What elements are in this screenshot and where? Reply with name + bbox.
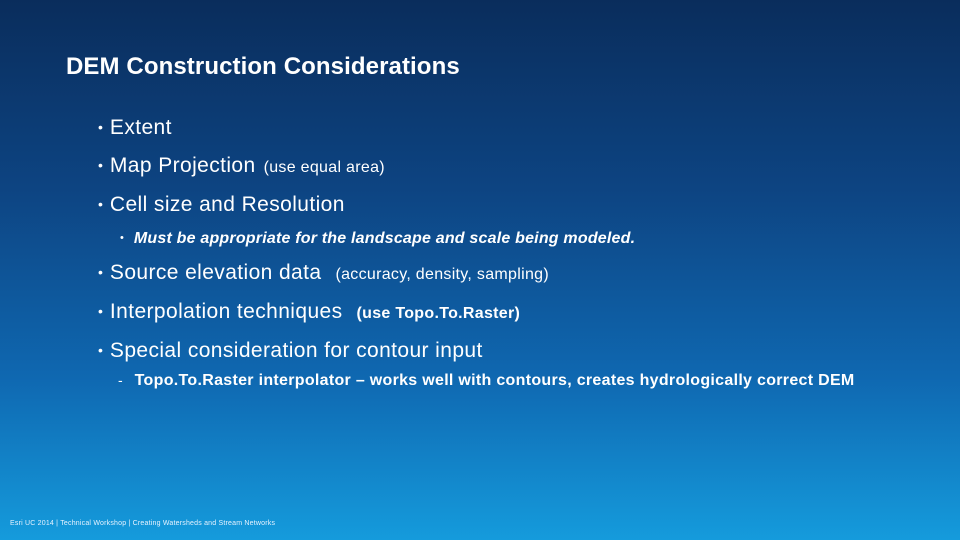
slide-title: DEM Construction Considerations: [66, 53, 460, 80]
bullet-interpolation: [98, 300, 520, 324]
slide-footer: Esri UC 2014 | Technical Workshop | Creating Watersheds and Stream Networks: [10, 520, 276, 527]
sub-bullet-text: Must be appropriate for the landscape and scale being modeled.: [133, 230, 636, 247]
bullet-dot-icon: •: [98, 342, 103, 358]
bullet-source-elevation: [98, 261, 549, 285]
bullet-note: (use equal area): [263, 159, 385, 176]
dash-item: [118, 372, 855, 390]
bullet-map-projection: [98, 154, 385, 178]
bullet-text: Extent: [109, 116, 172, 139]
bullet-text: Source elevation data: [109, 261, 322, 284]
bullet-contour-input: [98, 339, 483, 363]
bullet-note: (accuracy, density, sampling): [335, 266, 549, 283]
bullet-text: Special consideration for contour input: [109, 339, 483, 362]
bullet-dot-icon: •: [98, 119, 103, 135]
bullet-dot-icon: •: [98, 157, 103, 173]
bullet-dot-icon: •: [98, 196, 103, 212]
bullet-text: Map Projection: [109, 154, 256, 177]
bullet-dot-icon: •: [98, 264, 103, 280]
bullet-dot-icon: •: [98, 303, 103, 319]
sub-bullet-dot-icon: •: [120, 232, 124, 244]
dash-icon: -: [118, 372, 123, 388]
bullet-cell-size: [98, 193, 345, 217]
sub-bullet: [120, 230, 635, 248]
bullet-note: (use Topo.To.Raster): [356, 305, 521, 322]
bullet-text: Cell size and Resolution: [109, 193, 345, 216]
bullet-extent: [98, 116, 172, 140]
bullet-text: Interpolation techniques: [109, 300, 343, 323]
dash-item-text: Topo.To.Raster interpolator – works well with contours, creates hydrologically correct DEM: [134, 372, 855, 389]
